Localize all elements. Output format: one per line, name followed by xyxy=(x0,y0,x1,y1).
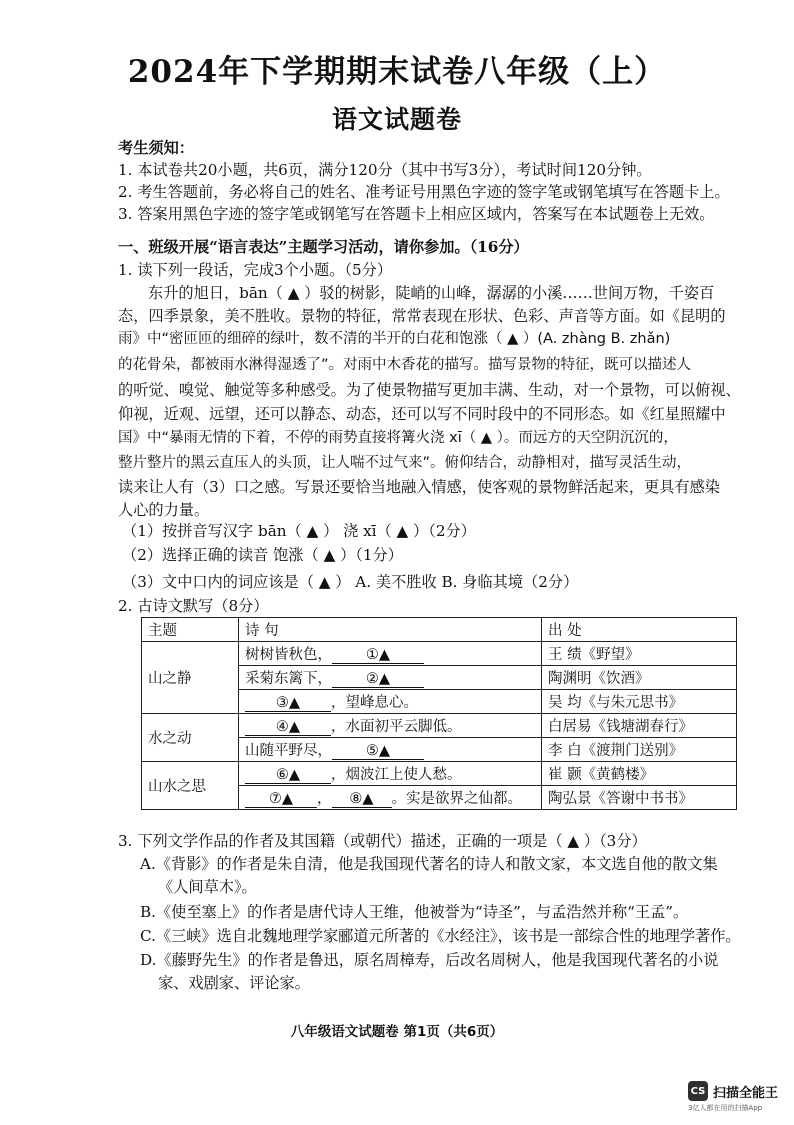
header-verse: 诗 句 xyxy=(239,618,542,642)
scanner-name: 扫描全能王 xyxy=(713,1085,779,1101)
answer-blank[interactable]: ⑤▲ xyxy=(332,743,424,760)
table-row xyxy=(142,642,737,666)
table-row xyxy=(142,714,737,738)
option-d-cont: 家、戏剧家、评论家。 xyxy=(158,974,310,992)
page-footer: 八年级语文试题卷 第1页（共6页） xyxy=(290,1024,504,1040)
exam-subtitle: 语文试题卷 xyxy=(331,105,462,134)
theme-cell: 山水之思 xyxy=(142,762,239,810)
passage-line: 东升的旭日，bān（ ▲ ）驳的树影，陡峭的山峰，潺潺的小溪……世间万物，千姿百 xyxy=(148,284,715,302)
section-heading: 一、班级开展“语言表达”主题学习活动，请你参加。（16分） xyxy=(118,238,529,256)
answer-blank[interactable]: ②▲ xyxy=(332,671,424,688)
sub-question: （3）文中口内的词应该是（ ▲ ） A. 美不胜收 B. 身临其境（2分） xyxy=(122,573,579,591)
option-a-cont: 《人间草木》。 xyxy=(158,878,257,896)
verse-cell: ③▲ ，望峰息心。 xyxy=(239,690,542,714)
poem-table xyxy=(141,617,737,810)
passage-line: 雨》中“密匝匝的细碎的绿叶，数不清的半开的白花和饱涨（ ▲ ）(A. zhàng B. zhǎn) xyxy=(118,331,671,347)
notice-item: 1. 本试卷共20小题，共6页，满分120分（其中书写3分），考试时间120分钟。 xyxy=(118,161,652,179)
source-cell: 陶弘景《答谢中书书》 xyxy=(542,786,737,810)
question-2-prompt: 2. 古诗文默写（8分） xyxy=(118,597,269,615)
exam-title: 2024年下学期期末试卷八年级（上） xyxy=(127,54,667,90)
answer-blank[interactable]: ①▲ xyxy=(332,647,424,664)
notice-heading: 考生须知： xyxy=(118,139,194,157)
passage-line: 的花骨朵，都被雨水淋得湿透了”。对雨中木香花的描写。描写景物的特征，既可以描述人 xyxy=(118,357,692,373)
source-cell: 白居易《钱塘湖春行》 xyxy=(542,714,737,738)
answer-blank[interactable]: ⑦▲ xyxy=(245,791,317,808)
option-d: D.《藤野先生》的作者是鲁迅，原名周樟寿，后改名周树人，他是我国现代著名的小说 xyxy=(140,951,719,969)
answer-blank[interactable]: ⑧▲ xyxy=(332,791,392,808)
option-a: A.《背影》的作者是朱自清，他是我国现代著名的诗人和散文家，本文选自他的散文集 xyxy=(140,855,718,873)
header-source: 出 处 xyxy=(542,618,737,642)
verse-cell: 采菊东篱下， ②▲ xyxy=(239,666,542,690)
table-row xyxy=(142,762,737,786)
question-3-prompt: 3. 下列文学作品的作者及其国籍（或朝代）描述，正确的一项是（ ▲ ）（3分） xyxy=(118,832,647,850)
passage-line: 读来让人有（3）口之感。写景还要恰当地融入情感，使客观的景物鲜活起来，更具有感染 xyxy=(118,478,720,496)
answer-blank[interactable]: ⑥▲ xyxy=(245,767,331,784)
option-c: C.《三峡》选自北魏地理学家郦道元所著的《水经注》，该书是一部综合性的地理学著作。 xyxy=(140,927,741,945)
verse-cell: ⑦▲ ， ⑧▲ 。实是欲界之仙都。 xyxy=(239,786,542,810)
notice-item: 2. 考生答题前，务必将自己的姓名、准考证号用黑色字迹的签字笔或钢笔填写在答题卡上。 xyxy=(118,183,730,201)
sub-question: （2）选择正确的读音 饱涨（ ▲ ）（1分） xyxy=(122,546,403,564)
passage-line: 的听觉、嗅觉、触觉等多种感受。为了使景物描写更加丰满、生动，对一个景物，可以俯视、 xyxy=(118,381,741,399)
theme-cell: 山之静 xyxy=(142,642,239,714)
passage-line: 人心的力量。 xyxy=(118,501,210,519)
verse-cell: 山随平野尽， ⑤▲ xyxy=(239,738,542,762)
source-cell: 王 绩《野望》 xyxy=(542,642,737,666)
scanner-watermark xyxy=(688,1081,778,1101)
passage-line: 态，四季景象，美不胜收。景物的特征，常常表现在形状、色彩、声音等方面。如《昆明的 xyxy=(118,307,726,325)
scanner-tagline: 3亿人都在用的扫描App xyxy=(688,1104,763,1112)
option-b: B.《使至塞上》的作者是唐代诗人王维，他被誉为“诗圣”，与孟浩然并称“王孟”。 xyxy=(140,903,689,921)
question-1-prompt: 1. 读下列一段话，完成3个小题。（5分） xyxy=(118,261,393,279)
answer-blank[interactable]: ④▲ xyxy=(245,719,331,736)
header-theme: 主题 xyxy=(142,618,239,642)
source-cell: 吴 均《与朱元思书》 xyxy=(542,690,737,714)
source-cell: 李 白《渡荆门送别》 xyxy=(542,738,737,762)
notice-item: 3. 答案用黑色字迹的签字笔或钢笔写在答题卡上相应区域内，答案写在本试题卷上无效。 xyxy=(118,205,715,223)
verse-cell: ⑥▲ ，烟波江上使人愁。 xyxy=(239,762,542,786)
sub-question: （1）按拼音写汉字 bān（ ▲ ） 浇 xī（ ▲ ）（2分） xyxy=(122,522,476,540)
passage-line: 仰视，近观、远望，还可以静态、动态，还可以写不同时段中的不同形态。如《红星照耀中 xyxy=(118,405,726,423)
source-cell: 陶渊明《饮酒》 xyxy=(542,666,737,690)
source-cell: 崔 颢《黄鹤楼》 xyxy=(542,762,737,786)
theme-cell: 水之动 xyxy=(142,714,239,762)
answer-blank[interactable]: ③▲ xyxy=(245,695,331,712)
verse-cell: 树树皆秋色， ①▲ xyxy=(239,642,542,666)
camscanner-logo-icon: CS xyxy=(688,1081,708,1101)
verse-cell: ④▲ ，水面初平云脚低。 xyxy=(239,714,542,738)
passage-line: 整片整片的黑云直压人的头顶，让人喘不过气来”。俯仰结合，动静相对，描写灵活生动， xyxy=(118,455,692,471)
table-header-row xyxy=(142,618,737,642)
passage-line: 国》中“暴雨无情的下着，不停的雨势直接将篝火浇 xī（ ▲ ）。而远方的天空阴沉沉的， xyxy=(118,430,678,446)
